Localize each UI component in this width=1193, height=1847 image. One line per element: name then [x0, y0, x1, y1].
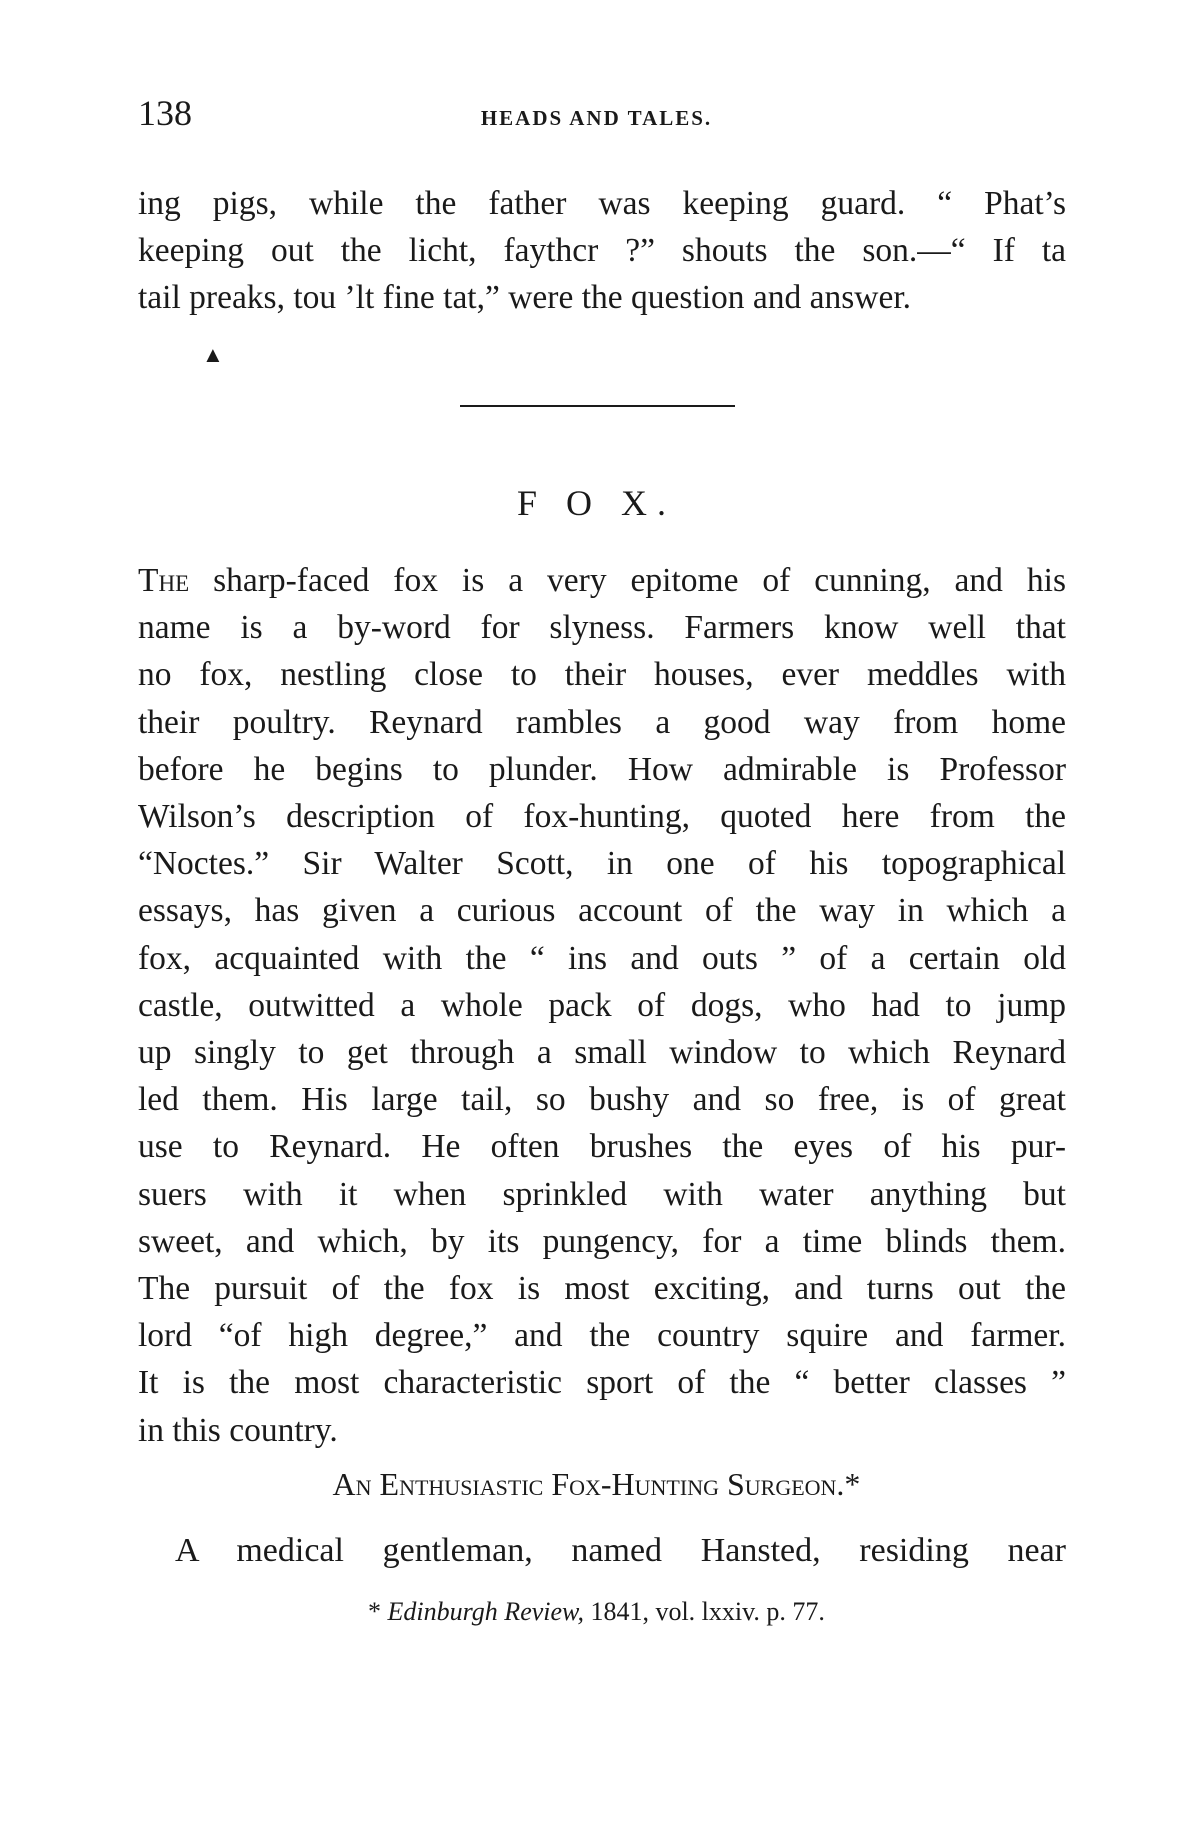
footnote-details: 1841, vol. lxxiv. p. 77.: [590, 1597, 825, 1626]
text-line: “Noctes.” Sir Walter Scott, in one of his topographical: [138, 845, 1066, 883]
text-line: castle, outwitted a whole pack of dogs, who had to jump: [138, 986, 1066, 1024]
text-line: [138, 557, 1066, 604]
footnote-marker: *: [368, 1597, 382, 1626]
footnote-source: Edinburgh Review,: [387, 1597, 584, 1626]
text-line: fox, acquainted with the “ ins and outs ” of a certain old: [138, 939, 1066, 977]
page-number: 138: [138, 93, 192, 133]
text-line: sweet, and which, by its pungency, for a time blinds them.: [138, 1222, 1066, 1260]
text-line: up singly to get through a small window to which Reynard: [138, 1034, 1066, 1072]
text-line: tail preaks, tou ’lt fine tat,” were the question and answer.: [138, 279, 912, 317]
opening-word: The: [138, 562, 190, 599]
text-line: suers with it when sprinkled with water anything but: [138, 1175, 1066, 1213]
text-line: essays, has given a curious account of the way in which a: [138, 892, 1066, 930]
text-line: It is the most characteristic sport of the “ better classes ”: [138, 1364, 1066, 1402]
text-line: name is a by-word for slyness. Farmers know well that: [138, 609, 1066, 647]
body-paragraph: [138, 557, 1066, 1454]
text-line: keeping out the licht, faythcr ?” shouts the son.—“ If ta: [138, 232, 1066, 270]
text-line: The pursuit of the fox is most exciting, and turns out the: [138, 1270, 1066, 1308]
section-divider: [460, 405, 735, 407]
text-line: before he begins to plunder. How admirable is Professor: [138, 750, 1066, 788]
text-line: Wilson’s description of fox-hunting, quoted here from the: [138, 798, 1066, 836]
text-line: their poultry. Reynard rambles a good way from home: [138, 703, 1066, 741]
intro-paragraph: [138, 180, 1066, 322]
section-title: F O X.: [516, 483, 677, 523]
text-line: A medical gentleman, named Hansted, residing near: [175, 1532, 1066, 1569]
running-head: HEADS AND TALES.: [480, 106, 713, 130]
first-line-text: sharp-faced fox is a very epitome of cunning, and his: [189, 562, 1066, 599]
subheading: An Enthusiastic Fox-Hunting Surgeon.*: [332, 1466, 861, 1502]
page-header: [0, 92, 1193, 132]
ornament-icon: ▲: [202, 342, 224, 367]
text-line: led them. His large tail, so bushy and so free, is of great: [138, 1081, 1066, 1119]
footnote: [0, 1597, 1193, 1627]
text-line: no fox, nestling close to their houses, ever meddles with: [138, 656, 1066, 694]
text-line: lord “of high degree,” and the country squire and farmer.: [138, 1317, 1066, 1355]
text-line: ing pigs, while the father was keeping guard. “ Phat’s: [138, 185, 1066, 222]
text-line: use to Reynard. He often brushes the eyes of his pur-: [138, 1128, 1066, 1166]
text-line: in this country.: [138, 1411, 338, 1449]
